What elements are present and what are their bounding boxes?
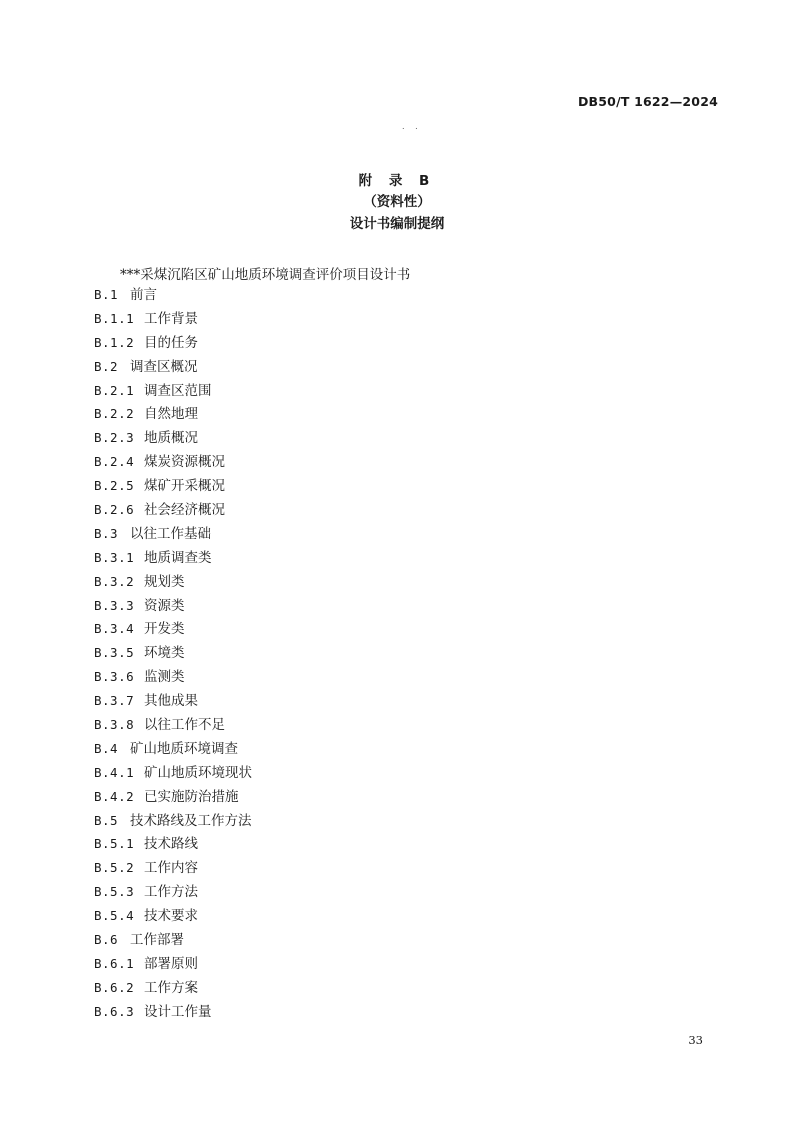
outline-item [94, 834, 252, 858]
outline-item-number: B.3.2 [94, 573, 135, 589]
outline-list [94, 285, 252, 1026]
outline-item-text: 矿山地质环境调查 [130, 740, 238, 757]
outline-item-text: 自然地理 [144, 406, 198, 423]
outline-item-text: 工作方案 [144, 979, 198, 996]
outline-item-number: B.4.1 [94, 764, 135, 780]
outline-item-number: B.5.3 [94, 884, 135, 900]
outline-item-number: B.6.2 [94, 979, 135, 995]
outline-item-number: B.1.2 [94, 334, 135, 350]
outline-item [94, 787, 252, 811]
outline-item-number: B.3 [94, 525, 119, 541]
outline-item-number: B.5.2 [94, 860, 135, 876]
outline-item-number: B.3.4 [94, 621, 135, 637]
outline-item-text: 工作背景 [144, 310, 198, 327]
header-marks: . . [402, 122, 422, 131]
outline-item [94, 428, 252, 452]
outline-item-text: 技术路线及工作方法 [130, 812, 252, 829]
outline-item [94, 882, 252, 906]
outline-item-text: 部署原则 [144, 955, 198, 972]
outline-item [94, 381, 252, 405]
outline-item-number: B.3.3 [94, 597, 135, 613]
outline-item [94, 667, 252, 691]
outline-item-text: 工作方法 [144, 884, 198, 901]
outline-item [94, 404, 252, 428]
outline-item [94, 524, 252, 548]
outline-item [94, 548, 252, 572]
outline-item-text: 技术路线 [144, 836, 198, 853]
outline-item-text: 煤炭资源概况 [144, 454, 225, 471]
outline-item [94, 930, 252, 954]
outline-item-text: 资源类 [144, 597, 185, 614]
outline-item [94, 715, 252, 739]
outline-item-text: 设计工作量 [144, 1003, 212, 1020]
outline-item [94, 357, 252, 381]
outline-item [94, 739, 252, 763]
outline-item [94, 452, 252, 476]
outline-item [94, 1002, 252, 1026]
outline-item-number: B.1 [94, 287, 119, 302]
outline-item-number: B.5 [94, 812, 119, 828]
outline-item [94, 763, 252, 787]
outline-item-number: B.2.6 [94, 502, 135, 518]
outline-item-number: B.2.3 [94, 430, 135, 446]
outline-item-number: B.5.1 [94, 836, 135, 852]
outline-item-number: B.3.8 [94, 717, 135, 733]
outline-item [94, 285, 252, 309]
outline-item [94, 691, 252, 715]
outline-item [94, 333, 252, 357]
outline-item [94, 906, 252, 930]
outline-item [94, 619, 252, 643]
outline-item [94, 643, 252, 667]
outline-item-number: B.3.1 [94, 549, 135, 565]
outline-item-number: B.3.6 [94, 669, 135, 685]
outline-item [94, 978, 252, 1002]
outline-item [94, 309, 252, 333]
outline-item-number: B.2 [94, 358, 119, 374]
document-code: DB50/T 1622—2024 [577, 94, 718, 109]
outline-item-text: 其他成果 [144, 693, 198, 710]
outline-item [94, 811, 252, 835]
outline-item-text: 煤矿开采概况 [144, 478, 225, 495]
outline-item-number: B.2.4 [94, 454, 135, 470]
outline-item [94, 572, 252, 596]
outline-item-text: 矿山地质环境现状 [144, 764, 252, 781]
outline-item-number: B.4 [94, 740, 119, 756]
outline-item-number: B.2.1 [94, 382, 135, 398]
outline-item-text: 工作内容 [144, 860, 198, 877]
outline-item-number: B.4.2 [94, 788, 135, 804]
outline-item-number: B.6.3 [94, 1003, 135, 1019]
outline-item-text: 已实施防治措施 [144, 788, 239, 805]
outline-item-number: B.2.5 [94, 478, 135, 494]
outline-item-text: 以往工作基础 [130, 525, 211, 542]
design-doc-title: ***采煤沉陷区矿山地质环境调查评价项目设计书 [120, 267, 411, 283]
outline-item-number: B.2.2 [94, 406, 135, 422]
outline-item-text: 以往工作不足 [144, 717, 225, 734]
outline-item [94, 954, 252, 978]
outline-item-text: 技术要求 [144, 908, 198, 925]
outline-item-text: 前言 [130, 287, 157, 303]
outline-item-number: B.3.7 [94, 693, 135, 709]
outline-item [94, 858, 252, 882]
outline-item-number: B.6 [94, 932, 119, 948]
outline-item-text: 规划类 [144, 573, 185, 590]
outline-item-text: 监测类 [144, 669, 185, 686]
outline-item-text: 工作部署 [130, 932, 184, 949]
outline-item-number: B.6.1 [94, 955, 135, 971]
outline-item [94, 500, 252, 524]
appendix-nature: （资料性） [363, 194, 431, 210]
outline-item-text: 环境类 [144, 645, 185, 662]
outline-item-text: 目的任务 [144, 334, 198, 351]
outline-item [94, 476, 252, 500]
outline-item-number: B.5.4 [94, 908, 135, 924]
appendix-label: 附 录 B [358, 173, 436, 189]
page-number: 33 [688, 1033, 703, 1047]
outline-item-number: B.3.5 [94, 645, 135, 661]
outline-item-text: 地质概况 [144, 430, 198, 447]
outline-item-text: 调查区范围 [144, 382, 212, 399]
outline-item-text: 地质调查类 [144, 549, 212, 566]
appendix-title: 设计书编制提纲 [349, 216, 445, 232]
outline-item-text: 调查区概况 [130, 358, 198, 375]
outline-item-text: 开发类 [144, 621, 185, 638]
outline-item-number: B.1.1 [94, 310, 135, 326]
outline-item [94, 596, 252, 620]
outline-item-text: 社会经济概况 [144, 502, 225, 519]
